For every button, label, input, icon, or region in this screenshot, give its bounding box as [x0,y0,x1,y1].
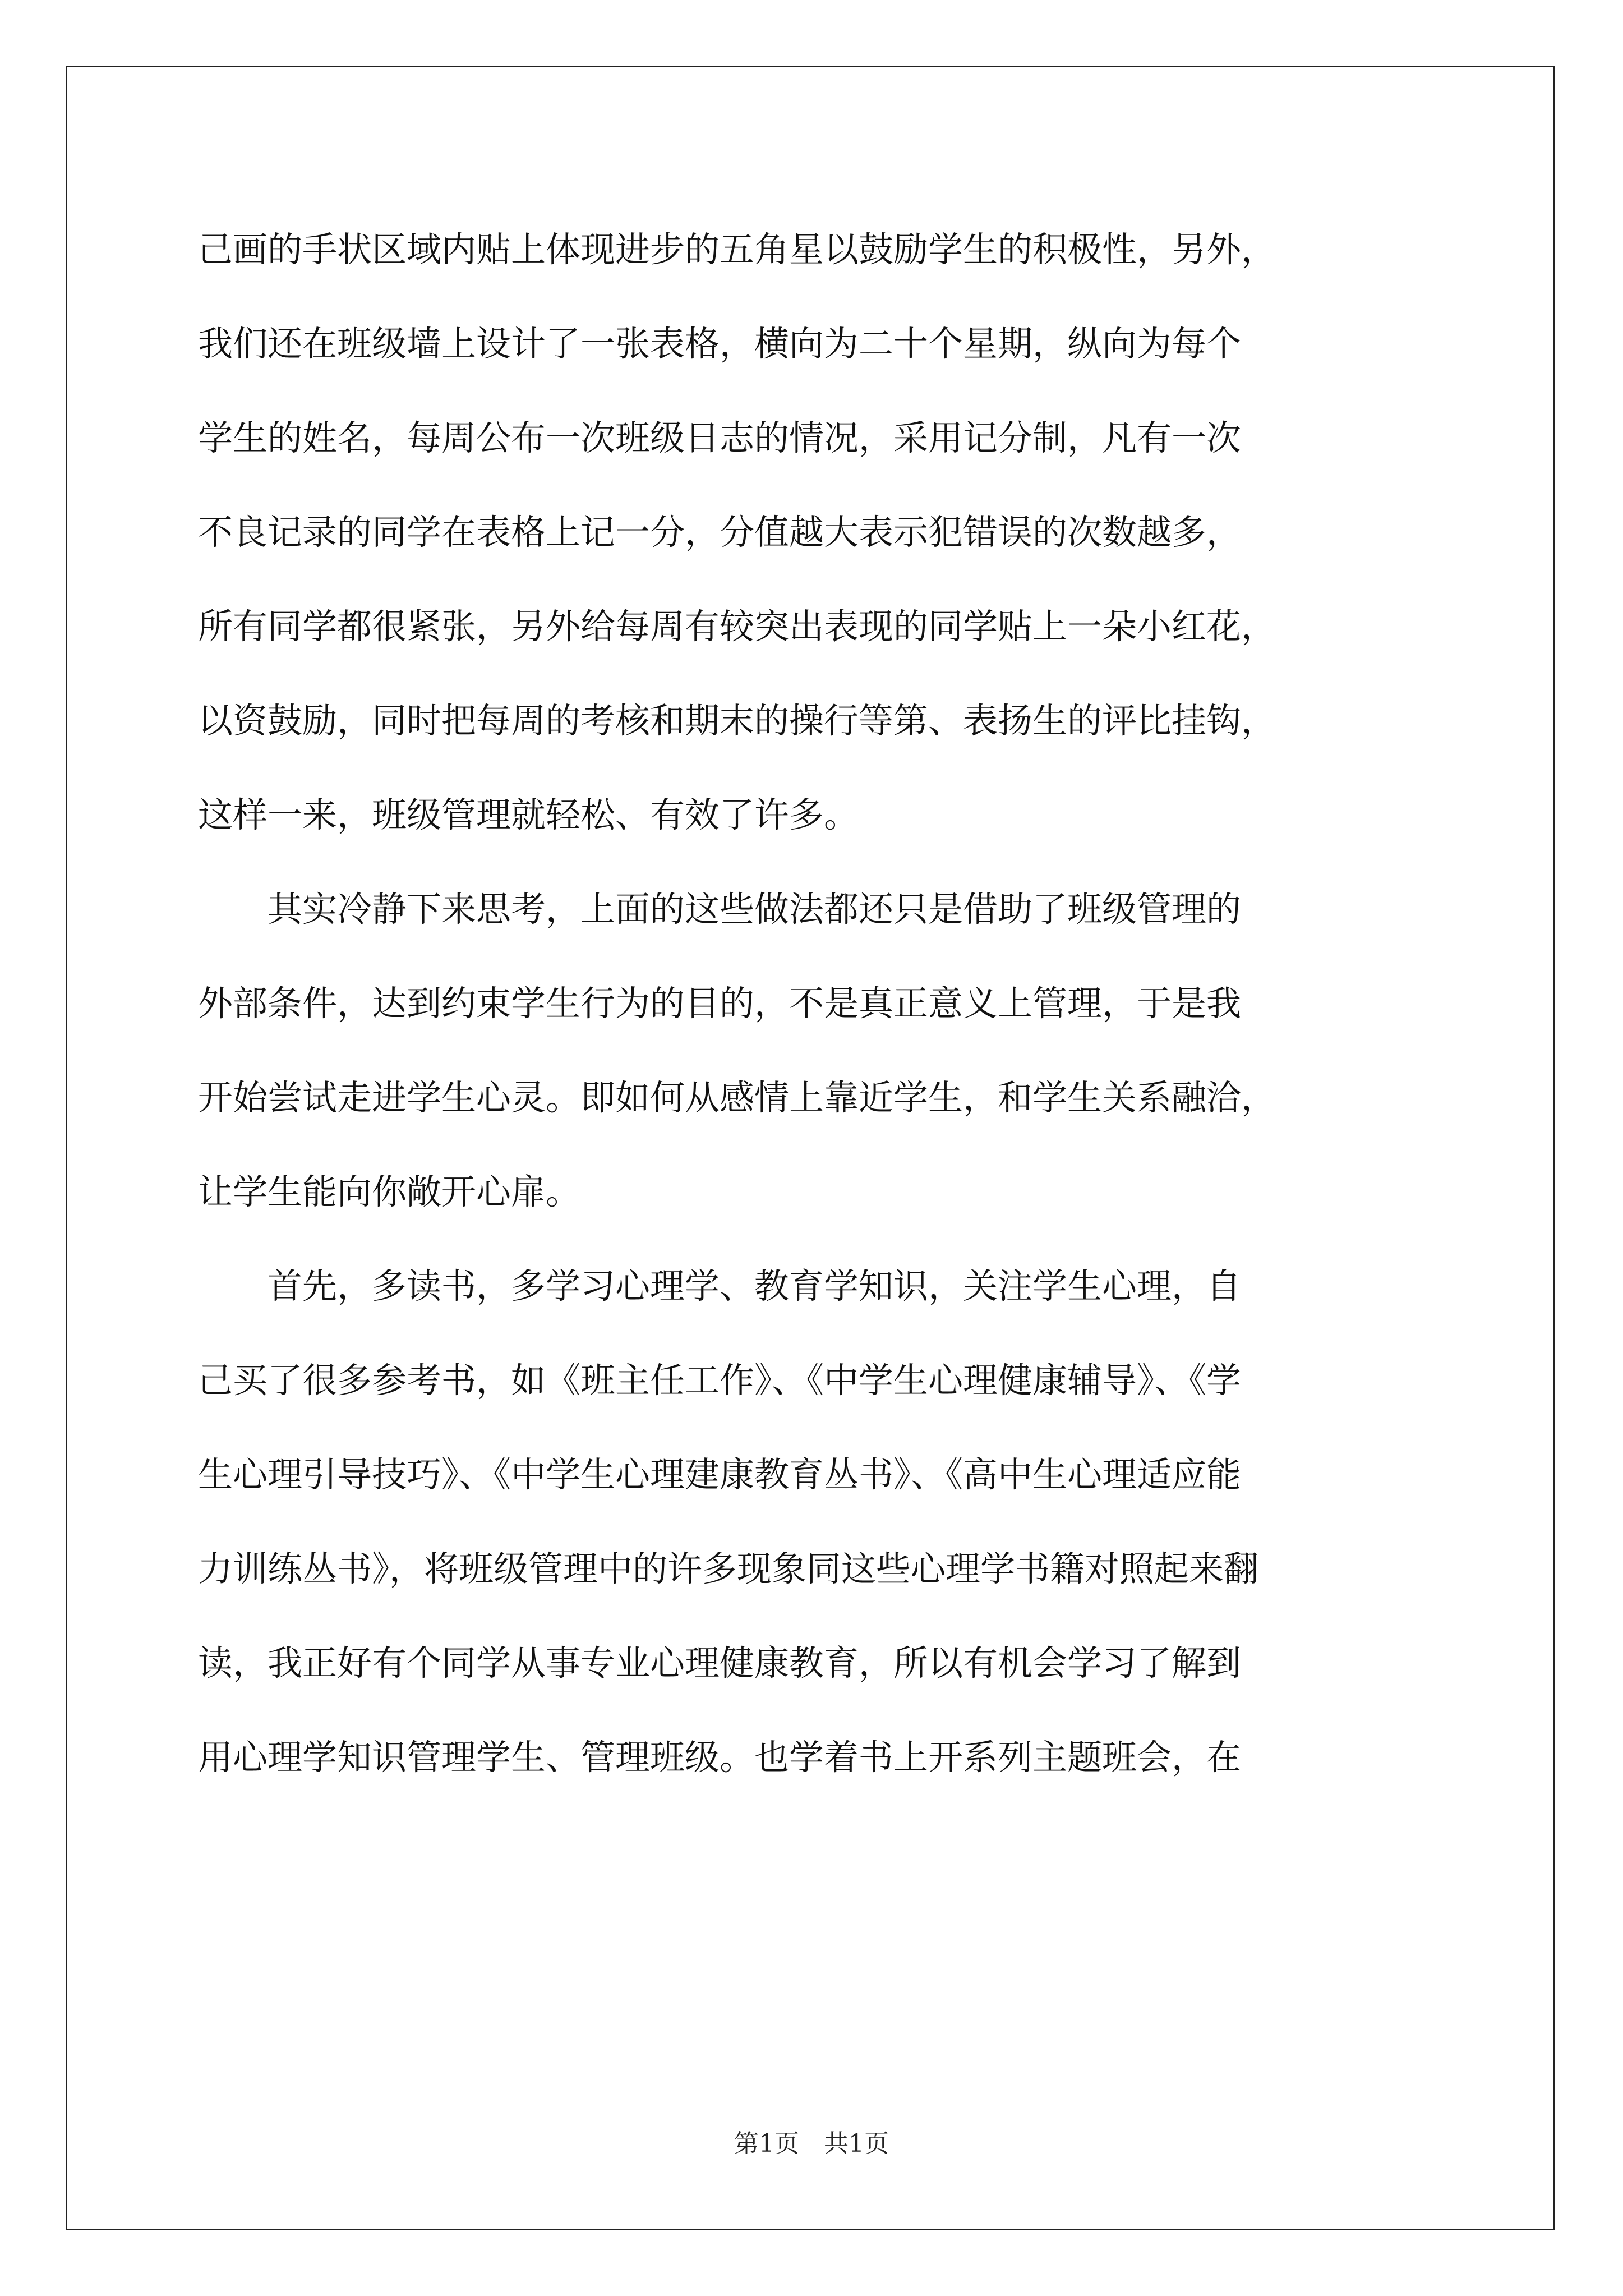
page-total: 共1页 [824,2129,889,2158]
body-line-1: 己画的手状区域内贴上体现进步的五角星以鼓励学生的积极性，另外， [198,229,1276,270]
page-number: 第1页 [734,2129,799,2158]
body-line-3: 学生的姓名，每周公布一次班级日志的情况，采用记分制，凡有一次 [198,417,1242,458]
page-footer [0,2128,1623,2160]
body-line-13: 己买了很多参考书，如《班主任工作》、《中学生心理健康辅导》、《学 [198,1360,1242,1401]
body-line-10: 开始尝试走进学生心灵。即如何从感情上靠近学生，和学生关系融洽， [198,1077,1276,1118]
body-line-12: 首先，多读书，多学习心理学、教育学知识，关注学生心理，自 [198,1266,1242,1306]
body-line-7: 这样一来，班级管理就轻松、有效了许多。 [198,794,859,835]
body-line-4: 不良记录的同学在表格上记一分，分值越大表示犯错误的次数越多， [198,512,1242,553]
body-line-6: 以资鼓励，同时把每周的考核和期末的操行等第、表扬生的评比挂钩， [198,700,1276,741]
page-border [66,66,1555,2230]
body-line-16: 读，我正好有个同学从事专业心理健康教育，所以有机会学习了解到 [198,1642,1242,1683]
body-line-8: 其实冷静下来思考，上面的这些做法都还只是借助了班级管理的 [198,889,1242,930]
body-line-2: 我们还在班级墙上设计了一张表格，横向为二十个星期，纵向为每个 [198,323,1242,364]
body-line-15: 力训练丛书》，将班级管理中的许多现象同这些心理学书籍对照起来翻 [198,1548,1259,1589]
body-line-5: 所有同学都很紧张，另外给每周有较突出表现的同学贴上一朵小红花， [198,606,1276,647]
body-line-11: 让学生能向你敞开心扉。 [198,1171,581,1212]
body-line-14: 生心理引导技巧》、《中学生心理建康教育丛书》、《高中生心理适应能 [198,1454,1242,1495]
body-line-17: 用心理学知识管理学生、管理班级。也学着书上开系列主题班会，在 [198,1737,1242,1778]
body-line-9: 外部条件，达到约束学生行为的目的，不是真正意义上管理，于是我 [198,983,1242,1024]
